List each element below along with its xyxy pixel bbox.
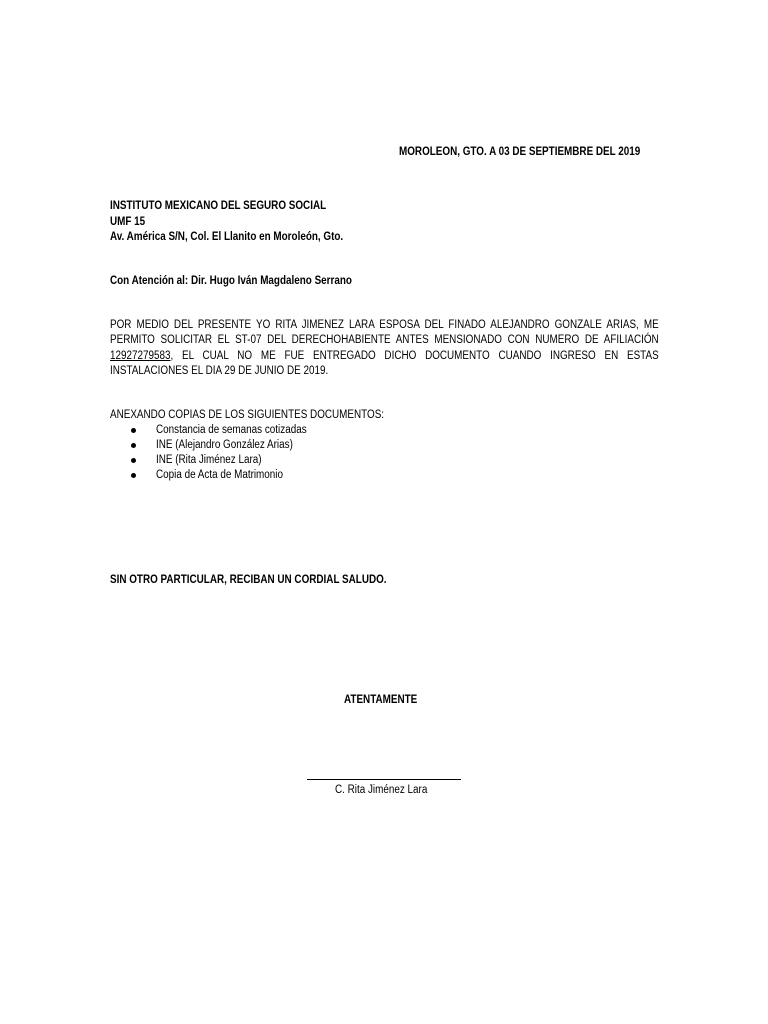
attention-line: Con Atención al: Dir. Hugo Iván Magdaleno Serrano: [110, 275, 352, 287]
recipient-address: Av. América S/N, Col. El Llanito en Moroleón, Gto.: [110, 231, 344, 243]
attachment-label: Constancia de semanas cotizadas: [156, 424, 307, 436]
bullet-icon: [131, 443, 136, 448]
signer-name: C. Rita Jiménez Lara: [335, 784, 428, 796]
bullet-icon: [131, 428, 136, 433]
attachment-label: INE (Rita Jiménez Lara): [156, 454, 262, 466]
attachment-label: Copia de Acta de Matrimonio: [156, 469, 283, 481]
bullet-icon: [131, 458, 136, 463]
closing-line: SIN OTRO PARTICULAR, RECIBAN UN CORDIAL SALUDO.: [110, 574, 387, 586]
attachment-label: INE (Alejandro González Arias): [156, 439, 293, 451]
body-text-after: , EL CUAL NO ME FUE ENTREGADO DICHO DOCUMENTO CUANDO INGRESO EN ESTAS INSTALACIONES EL DIA 29 DE JUNIO DE 2019.: [110, 349, 659, 377]
bullet-icon: [131, 473, 136, 478]
body-text-before: POR MEDIO DEL PRESENTE YO RITA JIMENEZ LARA ESPOSA DEL FINADO ALEJANDRO GONZALE ARIAS, ME PERMITO SOLICITAR EL ST-07 DEL DERECHOHABIENTE ANTES MENSIONADO CON NUMERO DE AFILIACIÓN: [110, 319, 659, 347]
recipient-block: [110, 199, 381, 246]
affiliation-number: 12927279583: [110, 349, 171, 362]
recipient-unit: UMF 15: [110, 215, 146, 228]
signature-line: [307, 779, 461, 780]
date-line: MOROLEON, GTO. A 03 DE SEPTIEMBRE DEL 2019: [399, 146, 641, 158]
body-paragraph: [110, 318, 659, 379]
recipient-institution: INSTITUTO MEXICANO DEL SEGURO SOCIAL: [110, 200, 327, 212]
sign-off: ATENTAMENTE: [344, 694, 418, 706]
attachments-intro: ANEXANDO COPIAS DE LOS SIGUIENTES DOCUMENTOS:: [110, 409, 385, 421]
